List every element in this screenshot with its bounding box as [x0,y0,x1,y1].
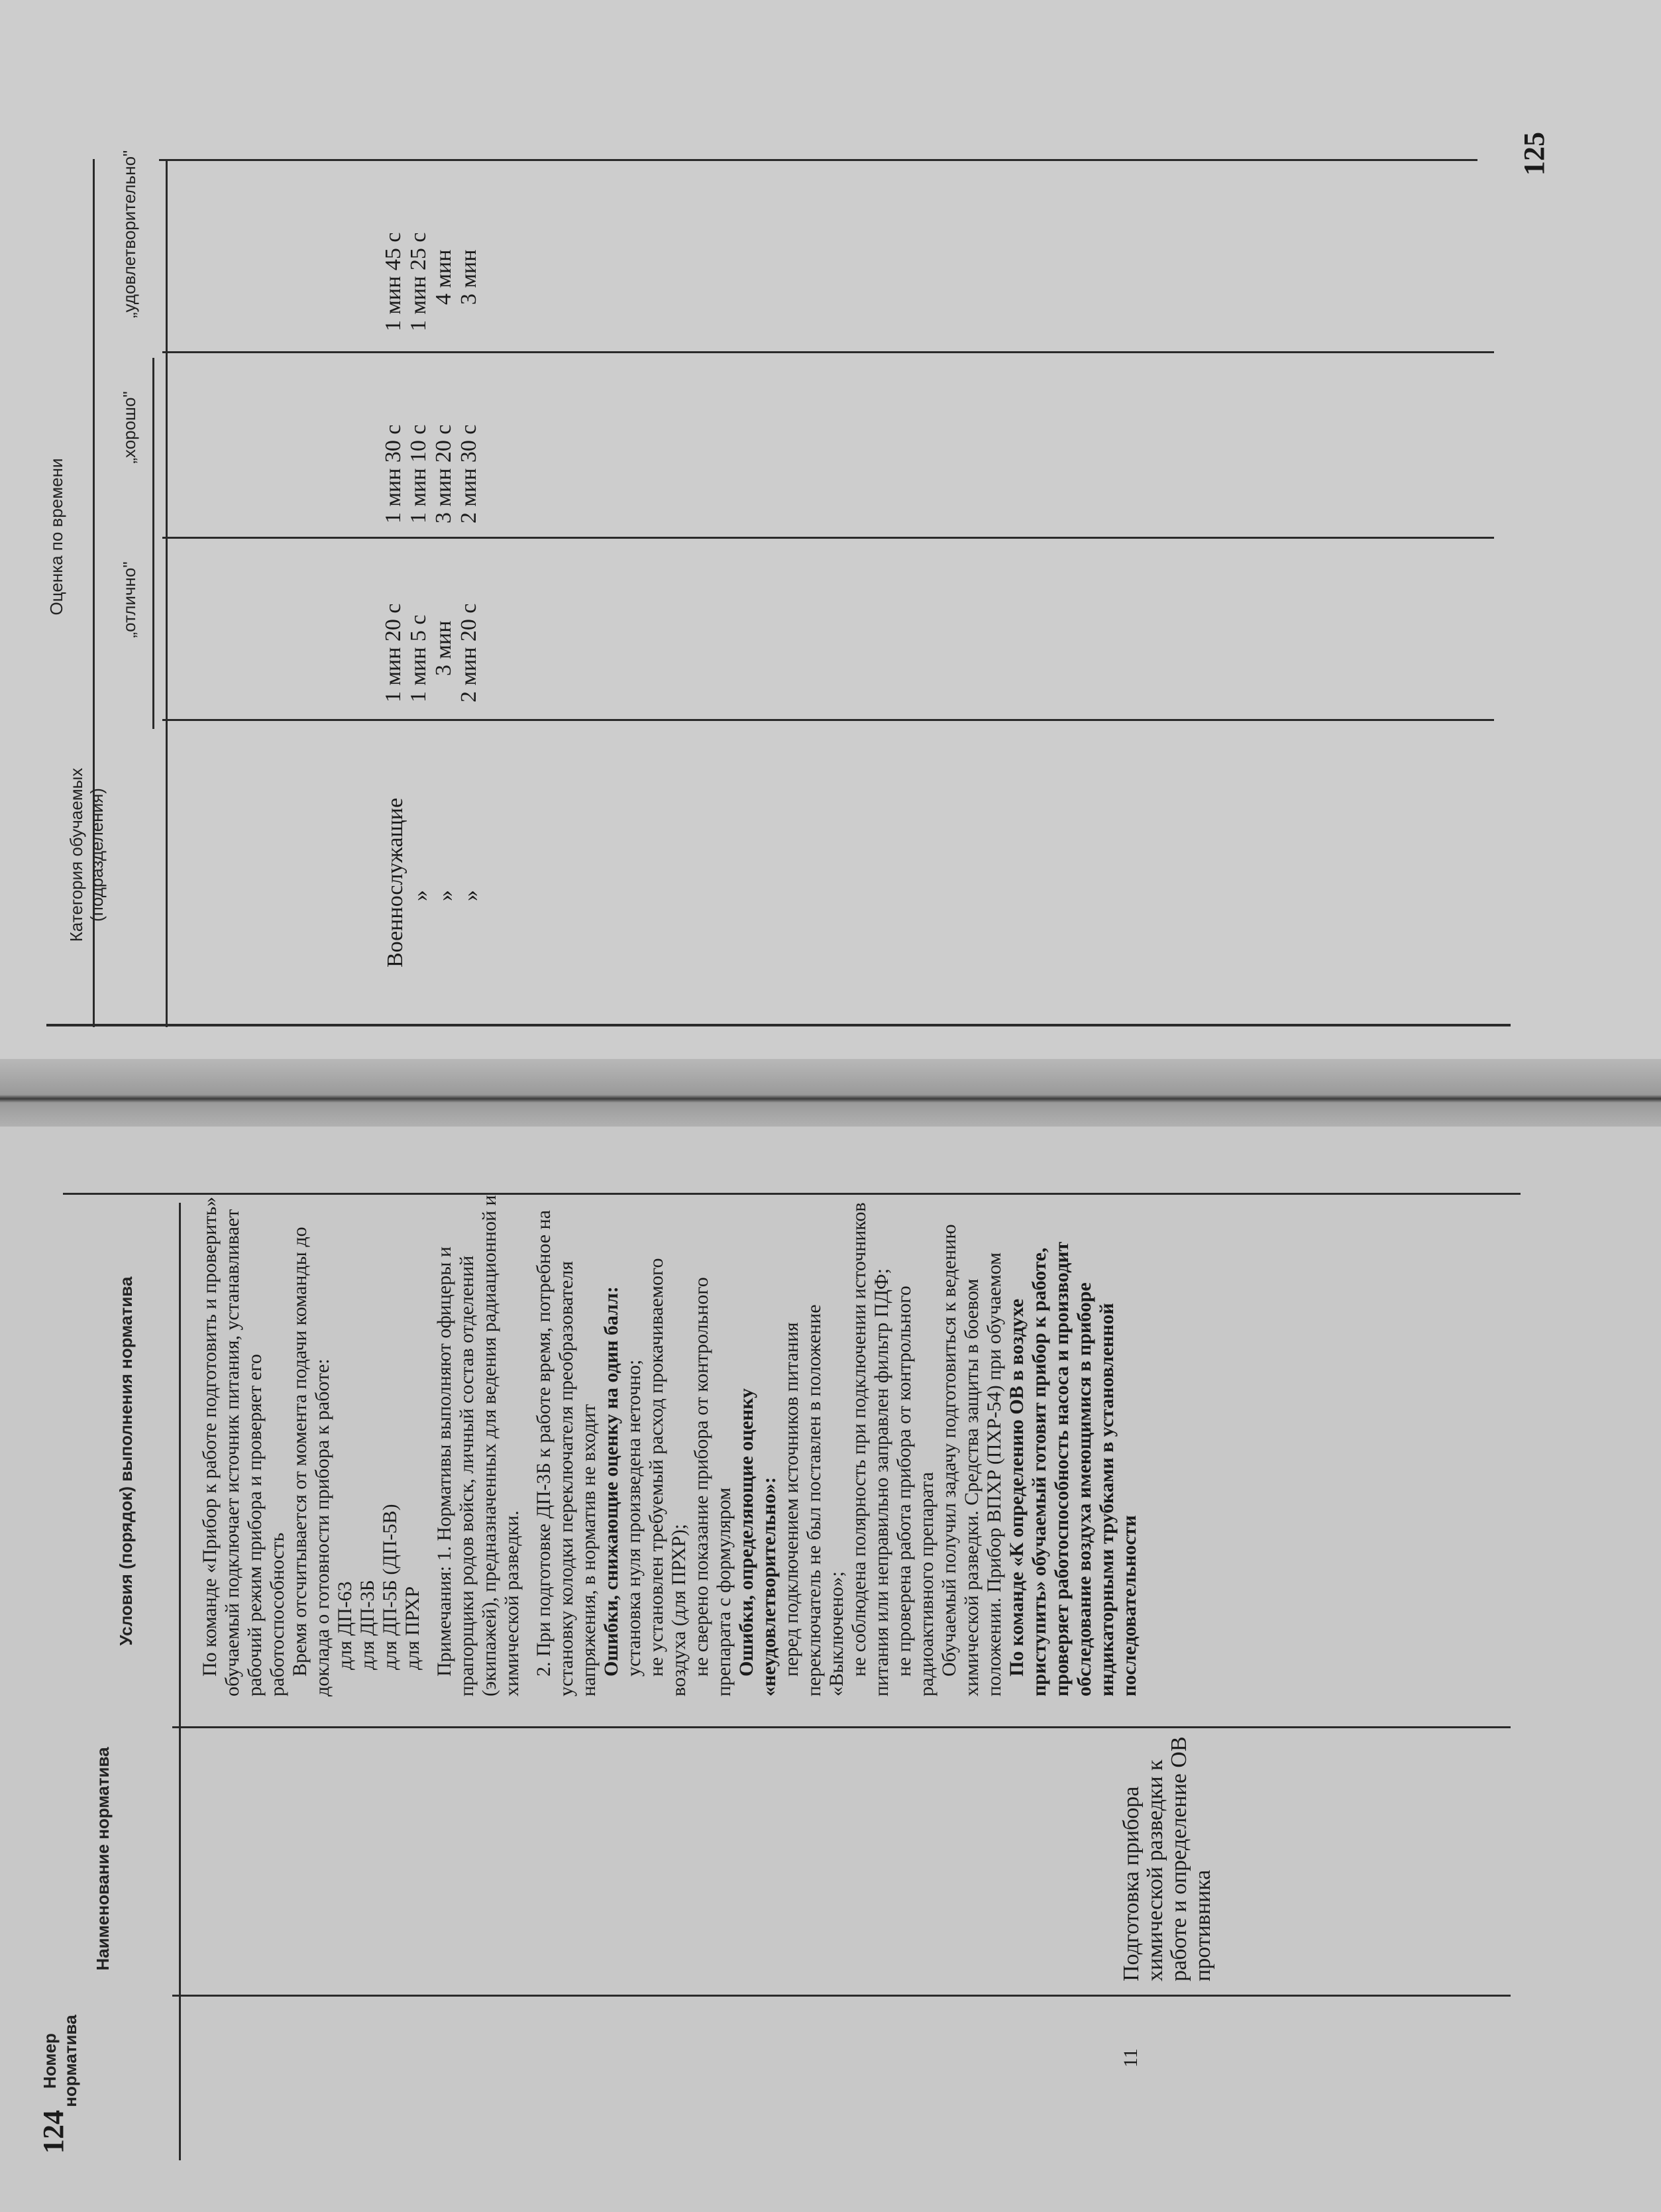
number-col-rule [172,1995,1511,1997]
condition-paragraph: для ДП-5Б (ДП-5В) [379,1504,401,1670]
category-header: Категория обучаемых (подразделения) [66,767,107,942]
satisfactory-time: 4 мин [431,249,456,305]
row-number: 11 [1120,2048,1142,2068]
condition-paragraph: Время отсчитывается от момента подачи команды до доклада о готовности прибора к работе: [289,1227,333,1696]
satisfactory-header: „удовлетворительно" [119,150,139,318]
excellent-header: „отлично" [119,561,139,638]
good-times [381,425,482,524]
good-header: „хорошо" [119,391,139,464]
satisfactory-time: 1 мин 45 с [381,232,405,331]
good-time: 1 мин 10 с [406,424,431,524]
rating-group-header: Оценка по времени [46,458,66,616]
excellent-time: 3 мин [431,620,456,676]
page-number-left: 124 [37,2110,70,2154]
page-number-right: 125 [1518,132,1550,176]
condition-paragraph: Ошибки, определяющие оценку «неудовлетворительно»: [735,1388,780,1696]
conditions-text [199,1193,1141,1696]
excellent-col-rule [162,537,1494,539]
header-bottom-rule-2 [166,159,168,1027]
category-list [383,798,484,968]
condition-paragraph: По команде «Прибор к работе подготовить и проверить» обучаемый подключает источник питания, устанавливает рабочий режим прибора и проверяет его работоспособность [199,1196,288,1696]
condition-paragraph: Обучаемый получил задачу подготовиться к ведению химической разведки. Средства защиты в боевом положении. Прибор ВПХР (ПХР-54) при обучаемом [938,1224,1005,1696]
excellent-times [381,604,482,703]
condition-paragraph: Примечания: 1. Нормативы выполняют офицеры и прапорщики родов войск, личный состав отделений (экипажей), предназначенных для ведения радиационной и химической разведки. [433,1195,523,1696]
condition-paragraph: для ДП-3Б [356,1580,378,1670]
condition-paragraph: не установлен требуемый расход прокачиваемого воздуха (для ПРХР); [645,1258,690,1696]
number-header: Номер норматива [40,2015,80,2107]
condition-paragraph: не сверено показание прибора от контрольного препарата с формуляром [690,1277,735,1696]
category-item: Военнослужащие [383,797,407,968]
condition-paragraph: для ДП-63 [334,1581,356,1670]
conditions-header: Условия (порядок) выполнения норматива [116,1276,136,1646]
row-name: Подготовка прибора химической разведки к работе и определение ОВ противника [1119,1736,1215,1981]
condition-paragraph: По команде «К определению ОВ в воздухе приступить» обучаемый готовит прибор к работе, проверяет работоспособность насоса и производит обследование воздуха имеющимися в приборе индикаторными трубками в установленной последовательности [1006,1241,1140,1696]
name-col-rule [172,1726,1511,1728]
category-item: » [433,890,458,901]
header-bottom-rule [179,1203,181,2160]
category-item: » [408,890,433,901]
satisfactory-time: 3 мин [456,249,481,305]
good-time: 2 мин 30 с [456,424,481,524]
satisfactory-time: 1 мин 25 с [406,232,431,331]
category-col-rule [162,719,1494,721]
left-page [0,1127,1661,2212]
name-header: Наименование норматива [93,1747,113,1971]
condition-paragraph: не проверена работа прибора от контрольного радиоактивного препарата [893,1286,938,1696]
excellent-time: 1 мин 5 с [406,614,431,702]
condition-paragraph: не соблюдена полярность при подключении источников питания или неправильно заправлен фильтр ПДФ; [848,1202,892,1696]
satisfactory-times [381,233,482,332]
excellent-time: 2 мин 20 с [456,603,481,702]
header-rule [159,159,1477,161]
condition-paragraph: Ошибки, снижающие оценку на один балл: [600,1286,622,1677]
condition-paragraph: 2. При подготовке ДП-3Б к работе время, потребное на установку колодки переключателя преобразователя напряжения, в норматив не входит [533,1210,600,1696]
condition-paragraph: установка нуля произведена неточно; [623,1359,645,1677]
condition-paragraph: для ПРХР [402,1586,423,1670]
rating-group-rule [152,358,154,729]
table-rule-left [46,1024,1511,1026]
excellent-time: 1 мин 20 с [381,603,405,702]
category-item: » [458,890,483,901]
condition-paragraph: перед подключением источников питания переключатель не был поставлен в положение «Выключено»; [780,1304,847,1696]
good-time: 1 мин 30 с [381,424,405,524]
good-col-rule [162,351,1494,353]
good-time: 3 мин 20 с [431,424,456,524]
